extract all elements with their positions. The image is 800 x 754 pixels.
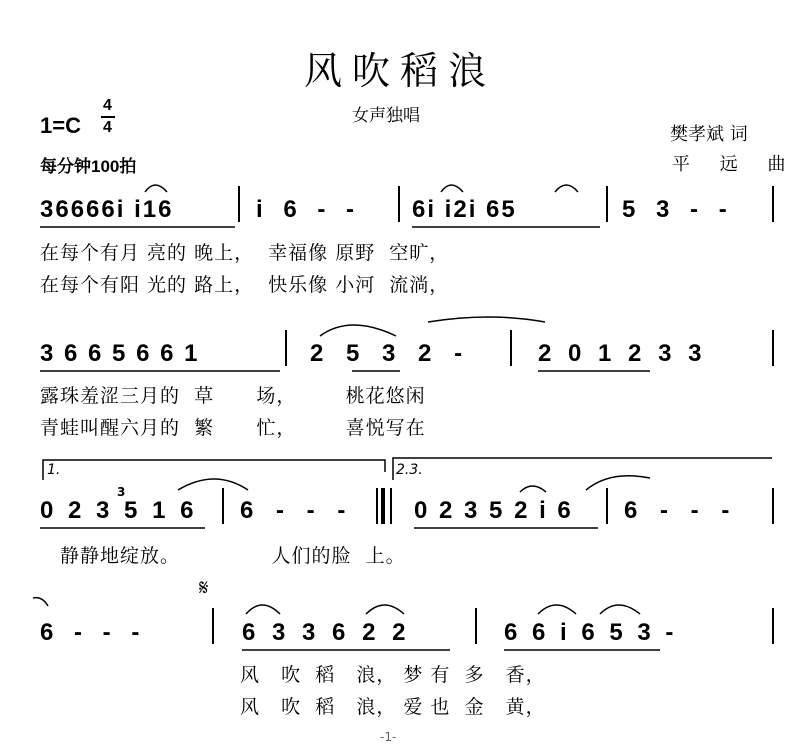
slur (366, 605, 404, 614)
tie (428, 317, 545, 322)
measure-3-3: 0 2 3 5 2 i 6 (414, 497, 573, 524)
measure-4-2: 6 3 3 6 2 2 (242, 619, 408, 646)
tempo-marking: 每分钟100拍 (40, 157, 137, 176)
performance-note: 女声独唱 (352, 106, 420, 126)
lyric-line-3: 静静地绽放。 人们的脸 上。 (60, 545, 406, 567)
measure-2-2: 2 5 3 2 - (310, 340, 465, 367)
key-signature: 1=C (40, 113, 81, 138)
time-signature-denominator: 4 (103, 119, 112, 136)
song-title: 风吹稻浪 (303, 49, 496, 93)
measure-1-4: 5 3 - - (622, 196, 729, 223)
measure-3-4: 6 - - - (624, 497, 732, 524)
slur (441, 185, 463, 192)
measure-2-1: 3 6 6 5 6 6 1 (40, 340, 200, 367)
tie (33, 598, 48, 606)
slur (246, 605, 280, 614)
time-signature-numerator: 4 (103, 97, 112, 114)
lyric-line-4-verse-2: 风 吹 稻 浪， 爱 也 金 黄， (240, 696, 546, 718)
slur (520, 486, 546, 492)
lyric-line-4-verse-1: 风 吹 稻 浪， 梦 有 多 香， (240, 664, 546, 686)
volta-1-bracket (43, 460, 385, 480)
measure-3-2: 6 - - - (240, 497, 348, 524)
lyric-line-2-verse-2: 青蛙叫醒六月的 繁 忙， 喜悦写在 (40, 417, 426, 439)
slur (555, 185, 578, 192)
lyric-line-2-verse-1: 露珠羞涩三月的 草 场， 桃花悠闲 (40, 385, 426, 407)
slur (600, 605, 640, 614)
measure-1-3: 6i i2i 65 (412, 196, 517, 223)
volta-2-bracket (393, 458, 772, 480)
slur (145, 185, 167, 192)
measure-2-3: 2 0 1 2 3 3 (538, 340, 704, 367)
grace-note: 3 (117, 485, 126, 499)
page-number: -1- (380, 730, 397, 744)
lyric-line-1-verse-2: 在每个有阳 光的 路上， 快乐像 小河 流淌， (40, 274, 450, 296)
measure-1-2: i 6 - - (256, 196, 357, 223)
slur (538, 605, 576, 614)
volta-2-label: 2.3. (396, 462, 423, 478)
composer-credit: 平 远 曲 (672, 154, 798, 175)
slur (178, 479, 248, 490)
segno-sign: 𝄋 (199, 576, 209, 601)
lyric-line-1-verse-1: 在每个有月 亮的 晚上， 幸福像 原野 空旷， (40, 242, 450, 264)
tie (320, 325, 396, 336)
lyricist-credit: 樊孝斌 词 (670, 124, 748, 145)
measure-4-3: 6 6 i 6 5 3 - (504, 619, 676, 646)
measure-4-1: 6 - - - (40, 619, 142, 646)
tie (586, 476, 650, 490)
measure-1-1: 36666i i16 (40, 196, 174, 223)
volta-1-label: 1. (47, 462, 61, 478)
measure-3-1: 0 2 3 5 1 6 (40, 497, 196, 524)
